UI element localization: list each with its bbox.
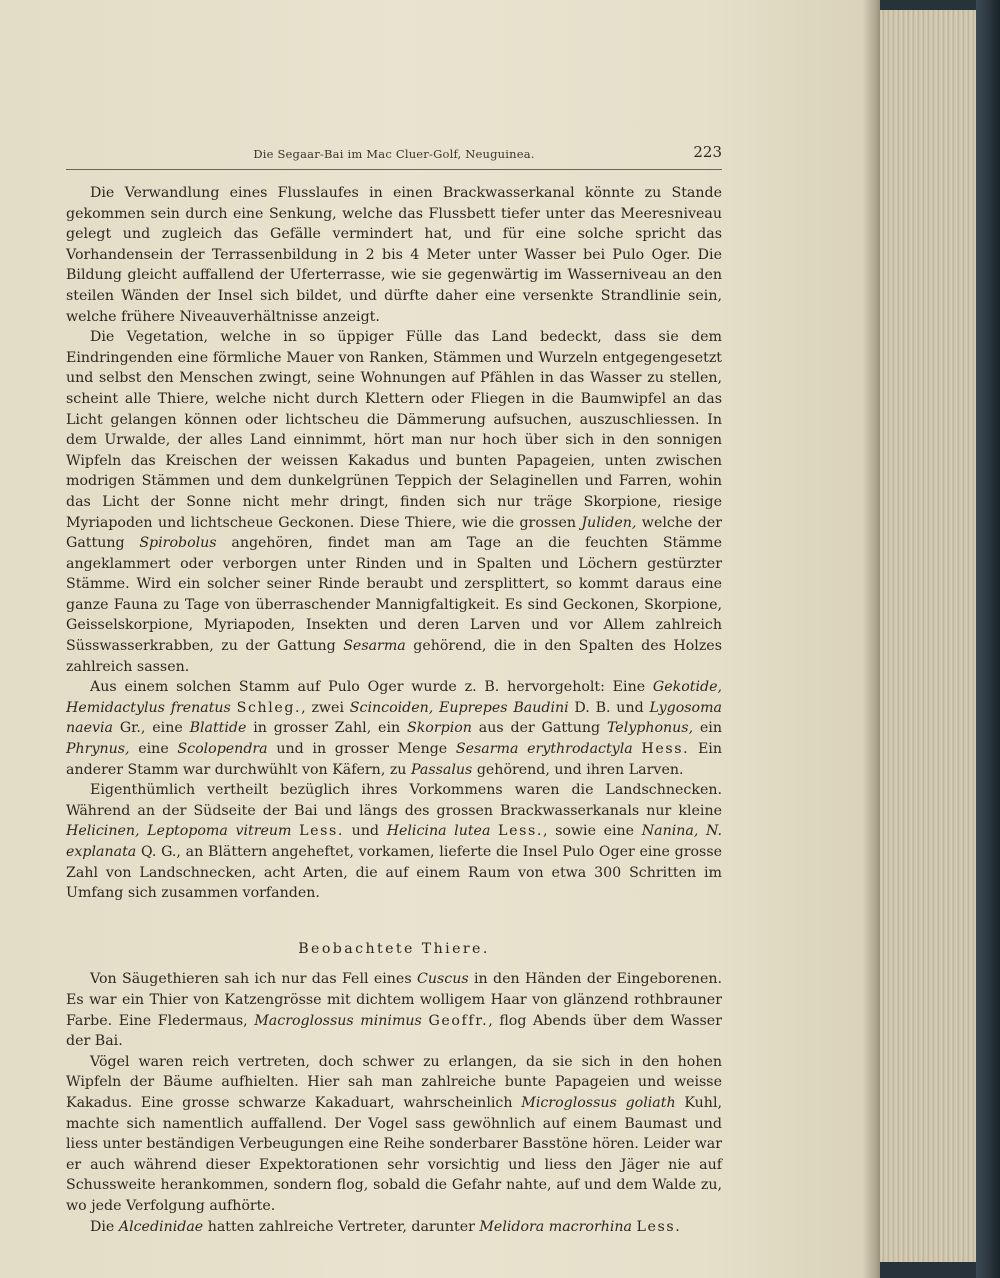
author-name: Hess. <box>641 741 690 758</box>
text-run: in den Händen der Eingeborenen. Es war ein Thier von Katzengrösse mit dichtem wolligem Haar von glänzend rothbrauner Farbe. Eine Fledermaus, <box>66 971 722 1029</box>
text-run: Die Vegetation, welche in so üppiger Fülle das Land bedeckt, dass sie dem Eindringenden eine förmliche Mauer von Ranken, Stämmen und Wurzeln entgegengesetzt und selbst den Menschen zwingt, seine Wohnungen auf Pfählen in das Wasser zu stellen, scheint alle Thiere, welche nicht durch Klettern oder Fliegen in die Baumwipfel an das Licht gelangen können oder lichtscheu die Dämmerung aufsuchen, auszuschliessen. In dem Urwalde, der alles Land einnimmt, hört man nur hoch über sich in den sonnigen Wipfeln das Kreischen der weissen Kakadus und bunten Papageien, unten zwischen modrigen Stämmen und dem dunkelgrünen Teppich der Selaginellen und Farren, wohin das Licht der Sonne nicht mehr dringt, finden sich nur träge Skorpione, riesige Myriapoden und lichtscheue Geckonen. Diese Thiere, wie die grossen <box>66 329 722 531</box>
text-run: und <box>344 823 387 840</box>
text-run: , zwei <box>301 699 350 716</box>
text-run: Vögel waren reich vertreten, doch schwer zu erlangen, da sie sich in den hohen Wipfeln der Bäume aufhielten. Hier sah man zahlreiche bunte Papageien und weisse Kakadus. Eine grosse schwarze Kakaduart, wahrscheinlich <box>66 1053 722 1111</box>
taxon-name: Helicina lutea <box>386 823 491 840</box>
paragraph-2 <box>66 327 722 677</box>
text-run: ein <box>693 720 722 737</box>
text-run: angehören, findet man am Tage an die feuchten Stämme angeklammert oder verborgen unter Rinden und in Spalten und Löchern gestürzter Stämme. Wird ein solcher seiner Rinde beraubt und zersplittert, so kommt daraus eine ganze Fauna zu Tage von überraschender Mannigfaltigkeit. Es sind Geckonen, Skorpione, Geisselskorpione, Myriapoden, Insekten und deren Larven und vor Allem zahlreich Süsswasserkrabben, zu der Gattung <box>66 535 722 655</box>
text-run: Aus einem solchen Stamm auf Pulo Oger wurde z. B. hervorgeholt: Eine <box>90 679 653 696</box>
taxon-name: Macroglossus minimus <box>254 1012 422 1029</box>
taxon-name: Spirobolus <box>139 535 217 552</box>
taxon-name: Sesarma erythrodactyla <box>455 741 633 758</box>
paragraph-6 <box>66 1052 722 1217</box>
book-cover-bottom <box>880 1262 976 1278</box>
taxon-name: Scolopendra <box>177 741 268 758</box>
taxon-name: Sesarma <box>343 638 406 655</box>
text-run: , sowie eine <box>542 823 642 840</box>
taxon-name: Gekotide, Hemidactylus frenatus <box>66 679 722 716</box>
paragraph-7 <box>66 1217 722 1238</box>
text-run: eine <box>129 741 178 758</box>
author-name: Less. <box>636 1218 682 1235</box>
taxon-name: Helicinen, Leptopoma vitreum <box>66 823 292 840</box>
text-run: Eigenthümlich vertheilt bezüglich ihres Vorkommens waren die Landschnecken. Während an der Südseite der Bai und längs des grossen Brackwasserkanals nur kleine <box>66 782 722 819</box>
book-cover-spine <box>976 0 1000 1278</box>
page-edges <box>880 10 976 1265</box>
text-run: Ein anderer Stamm war durchwühlt von Käfern, zu <box>66 741 722 778</box>
taxon-name: Telyphonus, <box>606 720 694 737</box>
taxon-name: Juliden, <box>581 514 637 531</box>
paragraph-4 <box>66 780 722 904</box>
text-run: Die Verwandlung eines Flusslaufes in einen Brackwasserkanal könnte zu Stande gekommen sein durch eine Senkung, welche das Flussbett tiefer unter das Meeresniveau gelegt und zugleich das Gefälle vermindert hat, und für eine solche spricht das Vorhandensein der Terrassenbildung in 2 bis 4 Meter unter Wasser bei Pulo Oger. Die Bildung gleicht auffallend der Uferterrasse, wie sie gegenwärtig im Wasserniveau an den steilen Wänden der Insel sich bildet, und dürfte daher eine versenkte Strandlinie sein, welche frühere Niveauverhältnisse anzeigt. <box>66 185 722 325</box>
taxon-name: Alcedinidae <box>118 1218 204 1235</box>
text-run: Q. G., an Blättern angeheftet, vorkamen, lieferte die Insel Pulo Oger eine grosse Zahl von Landschnecken, acht Arten, die auf einem Raum von etwa 300 Schritten im Umfang sich zusammen vorfanden. <box>66 844 722 902</box>
taxon-name: Blattide <box>189 720 247 737</box>
running-title: Die Segaar-Bai im Mac Cluer-Golf, Neuguinea. <box>253 147 535 161</box>
text-run: welche der Gattung <box>66 514 723 552</box>
text-run: hatten zahlreiche Vertreter, darunter <box>203 1218 480 1235</box>
text-run: D. B. und <box>568 699 650 716</box>
taxon-name: Nanina, N. explanata <box>66 823 722 860</box>
taxon-name: Skorpion <box>406 720 472 737</box>
text-run: Von Säugethieren sah ich nur das Fell eines <box>90 971 417 988</box>
taxon-name: Microglossus goliath <box>521 1094 676 1111</box>
taxon-name: Cuscus <box>416 971 469 988</box>
taxon-name: Scincoiden, Euprepes Baudini <box>349 699 569 716</box>
paragraph-5 <box>66 969 722 1051</box>
text-run: in grosser Zahl, ein <box>246 720 407 737</box>
paragraph-1 <box>66 183 722 327</box>
text-run: gehörend, und ihren Larven. <box>472 761 684 778</box>
text-run: und in grosser Menge <box>267 741 456 758</box>
author-name: Geoffr. <box>428 1012 489 1029</box>
taxon-name: Phrynus, <box>66 741 130 758</box>
taxon-name: Passalus <box>410 761 473 778</box>
taxon-name: Melidora macrorhina <box>479 1218 632 1235</box>
text-run: aus der Gattung <box>471 720 607 737</box>
body-text <box>66 183 722 1237</box>
author-name: Schleg. <box>236 699 302 716</box>
text-run: gehörend, die in den Spalten des Holzes zahlreich sassen. <box>66 638 722 675</box>
author-name: Less. <box>498 823 543 840</box>
paragraph-3 <box>66 677 722 780</box>
author-name: Less. <box>299 823 344 840</box>
taxon-name: Lygosoma naevia <box>66 699 722 737</box>
text-run: Gr., eine <box>113 720 190 737</box>
text-run: Kuhl, machte sich namentlich auffallend. Der Vogel sass gewöhnlich auf einem Baumast und liess unter beständigen Verbeugungen eine Reihe sonderbarer Basstöne hören. Leider war er auch während dieser Expektorationen sehr vorsichtig und liess den Jäger nie auf Schussweite herankommen, sondern flog, sobald die Gefahr nahte, auf und dem Walde zu, wo jede Verfolgung aufhörte. <box>66 1094 722 1214</box>
page-number: 223 <box>693 143 722 161</box>
page-header <box>66 143 722 170</box>
text-run: Die <box>90 1218 119 1235</box>
section-heading: Beobachtete Thiere. <box>298 940 490 957</box>
text-run: , flog Abends über dem Wasser der Bai. <box>66 1012 722 1050</box>
